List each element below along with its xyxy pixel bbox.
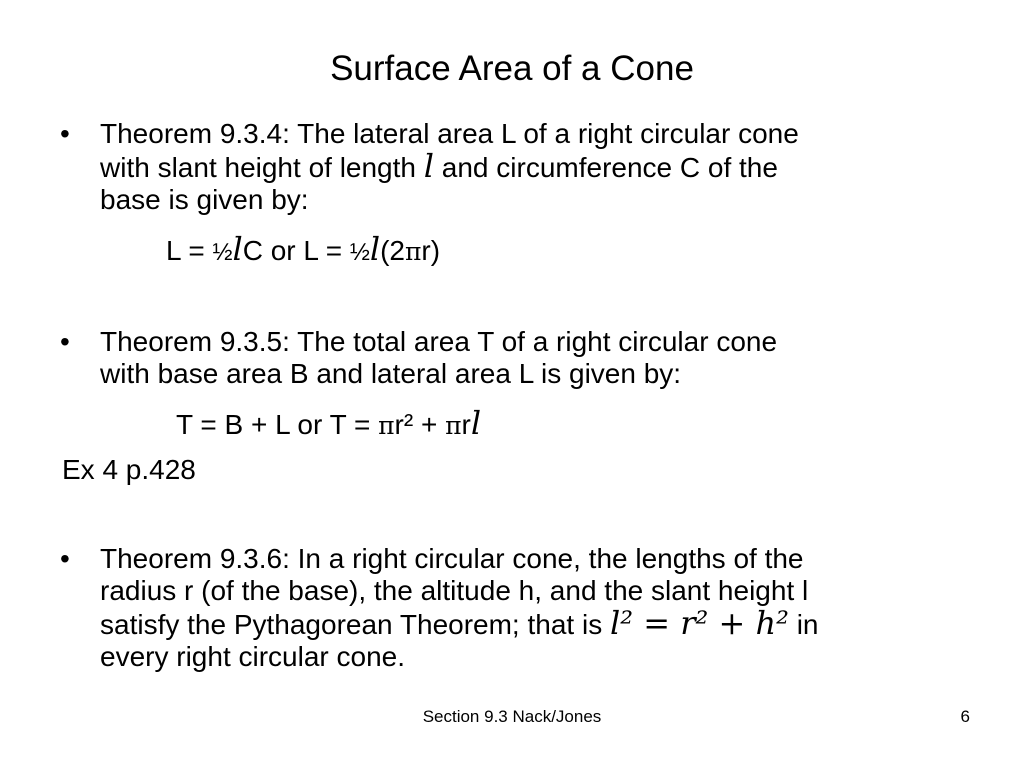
formula-1-half-a: ½: [212, 239, 233, 266]
slant-height-symbol: l: [423, 147, 434, 185]
theorem-9-3-6-line-3: [100, 604, 990, 642]
formula-1-half-b: ½: [349, 239, 370, 266]
formula-1-part-c: (2: [380, 235, 405, 266]
lateral-area-formula: [166, 230, 441, 269]
formula-1-pi: π: [404, 237, 422, 266]
bullet-marker: •: [60, 118, 70, 149]
theorem-9-3-6-line-3-b: in: [788, 609, 819, 640]
theorem-9-3-6-line-4: every right circular cone.: [100, 641, 406, 672]
formula-1-part-d: r): [421, 235, 441, 266]
theorem-9-3-6-line-2: radius r (of the base), the altitude h, and the slant height l: [100, 575, 809, 606]
theorem-9-3-6-line-1: Theorem 9.3.6: In a right circular cone, the lengths of the: [100, 543, 804, 574]
formula-1-ell-a: l: [232, 230, 243, 268]
formula-2-part-a: T = B + L or T =: [176, 409, 379, 440]
theorem-9-3-4-text: [100, 118, 990, 216]
theorem-9-3-5-text: [100, 326, 990, 390]
theorem-9-3-4-line-2-b: and circumference C of the: [434, 152, 778, 183]
formula-2-pi-a: π: [378, 411, 395, 440]
bullet-marker: •: [60, 326, 70, 357]
theorem-9-3-4-line-3: base is given by:: [100, 184, 309, 215]
theorem-9-3-4-line-2-a: with slant height of length: [100, 152, 424, 183]
formula-2-part-b: r² +: [394, 409, 446, 440]
footer-section-label: Section 9.3 Nack/Jones: [422, 707, 602, 726]
example-reference: Ex 4 p.428: [62, 454, 196, 485]
formula-1-part-a: L =: [166, 235, 213, 266]
total-area-formula: [176, 404, 482, 442]
theorem-9-3-5-bullet: [60, 326, 990, 390]
formula-1-part-b: C or L =: [242, 235, 350, 266]
theorem-9-3-4-line-1: Theorem 9.3.4: The lateral area L of a right circular cone: [100, 118, 799, 149]
formula-2-ell: l: [470, 404, 482, 442]
pythagorean-equation: l² = r² + h²: [609, 604, 789, 642]
formula-2-pi-b: π: [445, 411, 462, 440]
theorem-9-3-5-line-2: with base area B and lateral area L is given by:: [100, 358, 682, 389]
theorem-9-3-4-line-2: [100, 147, 990, 185]
slide-title: Surface Area of a Cone: [330, 49, 694, 88]
theorem-9-3-4-bullet: [60, 118, 990, 216]
theorem-9-3-6-text: [100, 543, 990, 673]
theorem-9-3-6-line-3-a: satisfy the Pythagorean Theorem; that is: [100, 609, 610, 640]
slide-number: 6: [960, 707, 970, 726]
formula-2-part-c: r: [461, 409, 471, 440]
bullet-marker: •: [60, 543, 70, 574]
theorem-9-3-6-bullet: [60, 543, 990, 673]
theorem-9-3-5-line-1: Theorem 9.3.5: The total area T of a right circular cone: [100, 326, 778, 357]
formula-1-ell-b: l: [369, 230, 381, 268]
